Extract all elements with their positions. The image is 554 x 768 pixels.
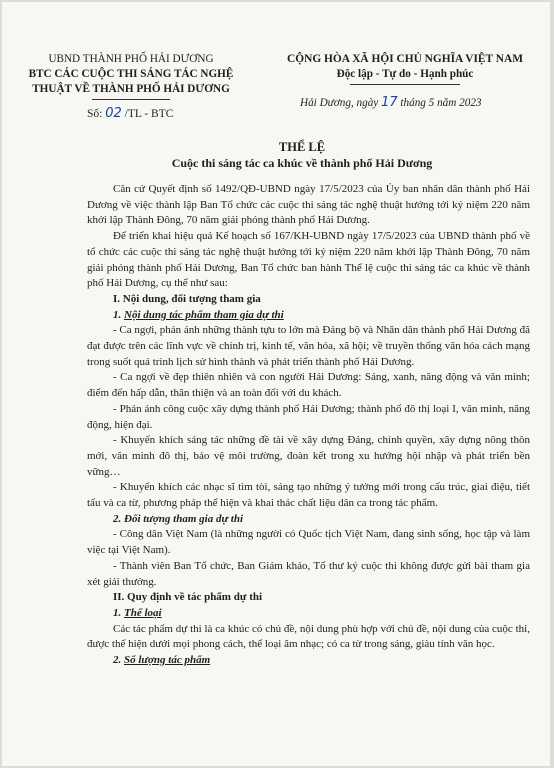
issue-date bbox=[300, 95, 482, 110]
handwritten-number: 02 bbox=[105, 106, 122, 121]
section-2-heading: II. Quy định về tác phẩm dự thi bbox=[113, 591, 263, 604]
motto-underline bbox=[350, 84, 460, 85]
left-header-rule bbox=[92, 99, 170, 100]
number-prefix: Số: bbox=[87, 108, 103, 120]
document-title: THỂ LỆ bbox=[278, 140, 326, 154]
bullet-6: - Công dân Việt Nam (là những người có Quốc tịch Việt Nam, đang sinh sống, học tập và làm việc tại Việt Nam). bbox=[87, 528, 530, 557]
section-2-1-number: 1. bbox=[113, 606, 122, 619]
issuer-authority: UBND THÀNH PHỐ HẢI DƯƠNG bbox=[48, 53, 214, 65]
date-suffix: tháng 5 năm 2023 bbox=[400, 97, 482, 109]
section-1-1-heading bbox=[87, 308, 530, 324]
bullet-2: - Ca ngợi về đẹp thiên nhiên và con người Hải Dương: Sáng, xanh, năng động và văn minh; điểm đến hấp dẫn, thân thiện và an toàn đối với du khách. bbox=[87, 371, 530, 400]
issuer-committee-line2: THUẬT VỀ THÀNH PHỐ HẢI DƯƠNG bbox=[32, 83, 230, 95]
section-1-heading: I. Nội dung, đối tượng tham gia bbox=[113, 292, 261, 305]
paragraph-intro: Để triển khai hiệu quả Kế hoạch số 167/KH-UBND ngày 17/5/2023 của UBND thành phố về tổ chức các cuộc thi sáng tác nghệ thuật hướng tới kỷ niệm 220 năm khởi lập Thành Đông, 70 năm giải phóng thành phố Hải Dương, Ban Tổ chức ban hành Thể lệ cuộc thi sáng tác ca khúc về thành phố Hải Dương, cụ thể như sau: bbox=[87, 230, 530, 290]
date-prefix: Hải Dương, ngày bbox=[300, 97, 379, 109]
section-1-1-title: Nội dung tác phẩm tham gia dự thi bbox=[124, 308, 284, 321]
bullet-3: - Phản ánh công cuộc xây dựng thành phố Hải Dương; thành phố đô thị loại I, văn minh, năng động, hiện đại. bbox=[87, 402, 530, 431]
section-2-1-heading bbox=[87, 606, 530, 622]
handwritten-day: 17 bbox=[381, 95, 398, 110]
document-subtitle: Cuộc thi sáng tác ca khúc về thành phố Hải Dương bbox=[171, 156, 433, 170]
section-2-2-number: 2. bbox=[113, 654, 122, 667]
section-2-2-heading bbox=[87, 653, 530, 669]
document-number bbox=[87, 106, 173, 121]
document-page bbox=[2, 2, 550, 766]
document-body bbox=[87, 182, 530, 669]
issuer-committee-line1: BTC CÁC CUỘC THI SÁNG TÁC NGHỆ bbox=[28, 68, 234, 80]
paragraph-basis: Căn cứ Quyết định số 1492/QĐ-UBND ngày 17/5/2023 của Ủy ban nhân dân thành phố Hải Dương về việc thành lập Ban Tổ chức các cuộc thi sáng tác nghệ thuật hướng tới kỷ niệm 220 năm khởi lập Thành Đông, 70 năm giải phóng thành phố Hải Dương. bbox=[87, 183, 530, 227]
bullet-7: - Thành viên Ban Tổ chức, Ban Giám khảo, Tổ thư ký cuộc thi không được gửi bài tham gia xét giải thưởng. bbox=[87, 559, 530, 588]
bullet-5: - Khuyến khích các nhạc sĩ tìm tòi, sáng tạo những ý tưởng mới trong cấu trúc, giai điệu, tiết tấu và ca từ, phương pháp thể hiện và khai thác chất liệu dân ca trong tác phẩm. bbox=[87, 481, 530, 510]
section-1-2-heading: 2. Đối tượng tham gia dự thi bbox=[113, 512, 244, 525]
national-motto: Độc lập - Tự do - Hạnh phúc bbox=[336, 68, 474, 80]
section-2-1-title: Thể loại bbox=[124, 606, 162, 619]
paragraph-genre: Các tác phẩm dự thi là ca khúc có chủ đề, nội dung phù hợp với chủ đề, nội dung của cuộc thi, được thể hiện dưới mọi phong cách, thể loại âm nhạc; có ca từ trong sáng, giàu tính văn học. bbox=[87, 622, 530, 651]
section-2-2-title: Số lượng tác phẩm bbox=[124, 654, 211, 667]
number-suffix: /TL - BTC bbox=[124, 108, 174, 120]
section-1-1-number: 1. bbox=[113, 308, 122, 321]
national-title: CỘNG HÒA XÃ HỘI CHỦ NGHĨA VIỆT NAM bbox=[287, 53, 523, 65]
bullet-4: - Khuyến khích sáng tác những đề tài về xây dựng Đảng, chính quyền, xây dựng nông thôn mới, văn minh đô thị, bảo vệ môi trường, đoàn kết trong xu hướng hội nhập và phát triển bền vững… bbox=[87, 434, 530, 478]
bullet-1: - Ca ngợi, phản ánh những thành tựu to lớn mà Đảng bộ và Nhân dân thành phố Hải Dương đã đạt được trên các lĩnh vực về chính trị, kinh tế, văn hóa, xã hội; về truyền thống văn hóa cách mạng trong suốt quá trình lịch sử hình thành và phát triển thành phố Hải Dương. bbox=[87, 324, 530, 368]
